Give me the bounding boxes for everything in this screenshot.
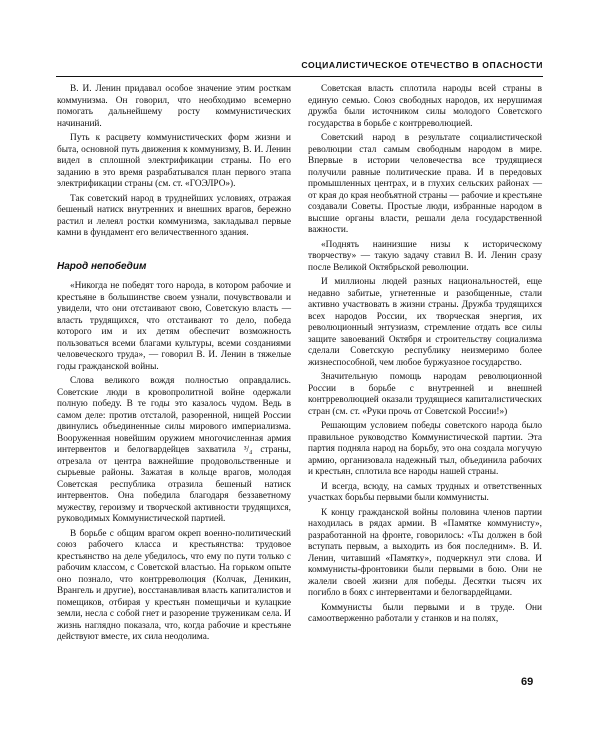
paragraph: «Никогда не победят того народа, в котором рабочие и крестьяне в большинстве своем узнали, почувствовали и увидели, что они отстаивают свою, Советскую власть — власть трудящихся, что отстаивают то дело, победа которого им и их детям обеспечит возможность пользоваться всеми благами культуры, всеми созданиями человеческого труда», — говорил В. И. Ленин в тяжелые годы гражданской войны. — [57, 281, 291, 372]
paragraph: К концу гражданской войны половина членов партии находилась в рядах армии. В «Памятке коммунисту», разработанной на фронте, говорилось: «Ты должен в бой вступать первым, а выходить из боя последним». В. И. Ленин, читавший «Памятку», подчеркнул эти слова. И коммунисты-фронтовики были первыми в бою. Они не жалели своей жизни для победы. Десятки тысяч их погибло в боях с интервентами и белогвардейцами. — [308, 507, 542, 598]
paragraph: Так советский народ в труднейших условиях, отражая бешеный натиск внутренних и внешних врагов, бережно растил и лелеял ростки коммунизма, закладывал первые камни в фундамент его величественного здания. — [57, 193, 291, 238]
paragraph: Слова великого вождя полностью оправдались. Советские люди в кровопролитной войне одержали полную победу. В те годы это казалось чудом. Ведь в самом деле: против отсталой, разоренной, нищей России двинулись объединенные силы мирового империализма. Вооруженная новейшим оружием многочисленная армия интервентов и белогвардейцев захватила ³/₄ страны, отрезала от центра важнейшие продовольственные и сырьевые районы. Зажатая в кольце врагов, молодая Советская республика отразила бешеный натиск интервентов. Она победила благодаря беззаветному мужеству, героизму и творческой активности трудящихся, руководимых Коммунистической партией. — [57, 376, 291, 524]
paragraph: Путь к расцвету коммунистических форм жизни и быта, основной путь движения к коммунизму, В. И. Ленин видел в сплошной электрификации страны. По его заданию в это время разрабатывался план первого этапа электрификации страны (см. ст. «ГОЭЛРО»). — [57, 133, 291, 189]
header-rule — [56, 76, 543, 77]
paragraph: Коммунисты были первыми и в труде. Они самоотверженно работали у станков и на полях, — [308, 602, 542, 624]
page-number: 69 — [521, 676, 534, 688]
right-column — [308, 84, 542, 629]
left-column — [57, 84, 291, 647]
paragraph: Значительную помощь народам революционной России в борьбе с внутренней и внешней контрреволюцией оказали трудящиеся капиталистических стран (см. ст. «Руки прочь от Советской России!») — [308, 372, 542, 417]
section-heading: Народ непобедим — [57, 260, 147, 272]
running-header: СОЦИАЛИСТИЧЕСКОЕ ОТЕЧЕСТВО В ОПАСНОСТИ — [301, 60, 543, 70]
paragraph: Советский народ в результате социалистической революции стал самым свободным народом в мире. Впервые в истории человечества все трудящиеся получили равные политические права. И в передовых промышленных центрах, и в глухих сельских районах — от края до края необъятной страны — рабочие и крестьяне создавали Советы. Простые люди, избранные народом в высшие органы власти, решали дела государственной важности. — [308, 133, 542, 235]
paragraph: Решающим условием победы советского народа было правильное руководство Коммунистической партии. Эта партия подняла народ на борьбу, это она создала могучую армию, организовала надежный тыл, объединила рабочих и крестьян, сплотила все народы нашей страны. — [308, 421, 542, 477]
paragraph: И миллионы людей разных национальностей, еще недавно забитые, угнетенные и разобщенные, стали активно участвовать в жизни страны. Дружба трудящихся всех народов России, их творческая энергия, их революционный энтузиазм, стремление отдать все силы защите завоеваний Октября и строительству социализма сделали Советскую республику неизмеримо более жизнеспособной, чем любое буржуазное государство. — [308, 277, 542, 368]
paragraph: В борьбе с общим врагом окреп военно-политический союз рабочего класса и крестьянства: трудовое крестьянство на деле убедилось, что ему по пути только с рабочим классом, с Советской властью. На горьком опыте оно познало, что контрреволюция (Колчак, Деникин, Врангель и другие), восстанавливая власть капиталистов и помещиков, отбирая у крестьян помещичьи и кулацкие земли, несла с собой гнет и разорение труженикам села. И жизнь наглядно показала, что, когда рабочие и крестьяне действуют вместе, их сила неодолима. — [57, 528, 291, 642]
paragraph: В. И. Ленин придавал особое значение этим росткам коммунизма. Он говорил, что необходимо всемерно помогать дальнейшему росту коммунистических начинаний. — [57, 84, 291, 129]
paragraph: «Поднять наинизшие низы к историческому творчеству» — такую задачу ставил В. И. Ленин сразу после Великой Октябрьской революции. — [308, 239, 542, 273]
paragraph: Советская власть сплотила народы всей страны в единую семью. Союз свободных народов, их нерушимая дружба были источником силы молодого Советского государства в борьбе с контрреволюцией. — [308, 84, 542, 129]
paragraph: И всегда, всюду, на самых трудных и ответственных участках борьбы первыми были коммунисты. — [308, 481, 542, 503]
